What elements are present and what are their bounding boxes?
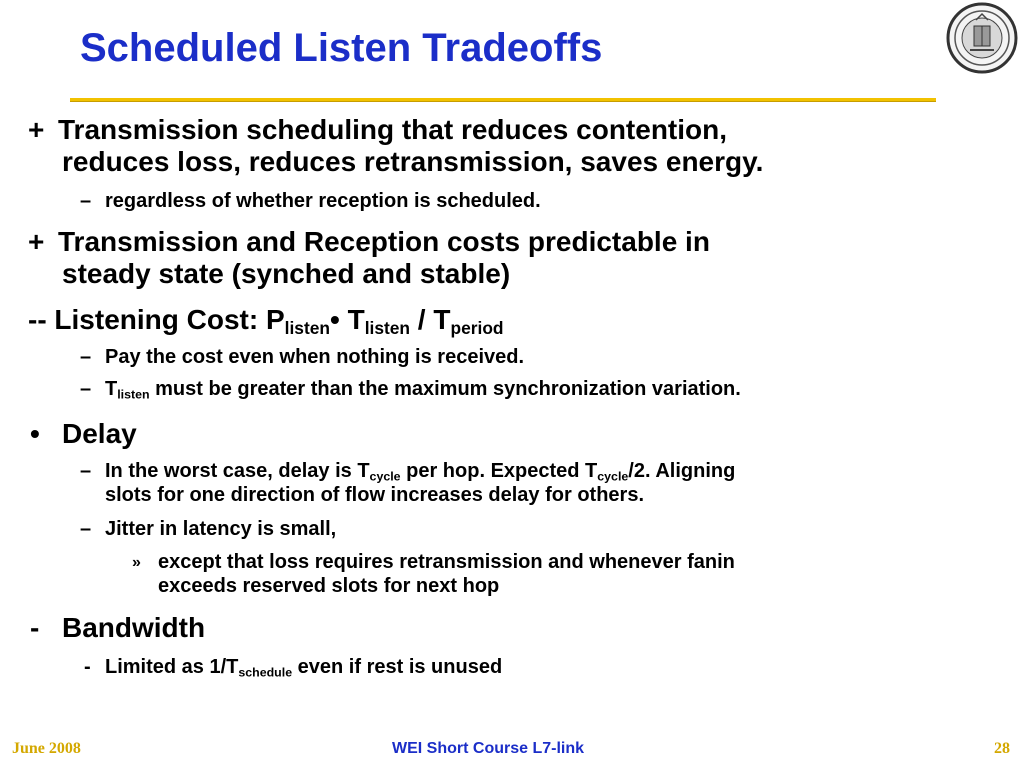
bullet-plus-marker: + (28, 114, 45, 145)
bullet-4-subsub-line-1: except that loss requires retransmission and whenever fanin (158, 551, 735, 573)
bullet-1-line-1: Transmission scheduling that reduces contention, (58, 114, 728, 145)
bullet-2-line-1: Transmission and Reception costs predictable in (58, 226, 710, 257)
subscript-listen: listen (117, 387, 150, 402)
sub-sub-bullet-raquo: » (132, 554, 141, 571)
listening-cost-formula (28, 304, 504, 339)
t-letter: T (105, 378, 118, 400)
bullet-4-label: Delay (62, 418, 137, 449)
bullet-dot-marker: • (30, 418, 40, 449)
subscript-listen: listen (284, 318, 330, 339)
bullet-4-sub-2: Jitter in latency is small, (105, 518, 337, 540)
subscript-cycle: cycle (369, 469, 401, 484)
delay-text-b: per hop. Expected T (400, 460, 598, 482)
footer-course-name: WEI Short Course L7-link (392, 740, 585, 757)
delay-text-c: /2. Aligning (628, 460, 736, 482)
bullet-1-sub-1: regardless of whether reception is scheduled. (105, 190, 541, 212)
subscript-period: period (450, 318, 504, 339)
bullet-4-sub-1-line-1 (105, 460, 735, 483)
bullet-4-sub-1-line-2: slots for one direction of flow increases delay for others. (105, 484, 645, 506)
footer-date: June 2008 (12, 740, 81, 757)
formula-prefix: -- Listening Cost: P (28, 304, 285, 335)
bullet-5-label: Bandwidth (62, 612, 206, 643)
delay-text-a: In the worst case, delay is T (105, 460, 370, 482)
bullet-3-sub-1: Pay the cost even when nothing is received. (105, 346, 525, 368)
sub-bullet-hyphen: - (84, 656, 91, 678)
bullet-4-subsub-line-2: exceeds reserved slots for next hop (158, 575, 500, 597)
subscript-cycle: cycle (597, 469, 629, 484)
sub-bullet-dash: – (80, 346, 92, 368)
bullet-1-line-2: reduces loss, reduces retransmission, saves energy. (62, 146, 764, 177)
subscript-schedule: schedule (238, 665, 293, 680)
formula-slash-t: / T (410, 304, 451, 335)
sub-bullet-dash: – (80, 460, 92, 482)
sub-2-rest: must be greater than the maximum synchronization variation. (149, 378, 741, 400)
footer-page-number: 28 (994, 740, 1010, 757)
bullet-2-line-2: steady state (synched and stable) (62, 258, 511, 289)
sub-bullet-dash: – (80, 378, 92, 400)
title-underline-rule (70, 98, 936, 102)
sub-bullet-dash: – (80, 518, 92, 540)
slide-title: Scheduled Listen Tradeoffs (80, 26, 603, 70)
bandwidth-text-b: even if rest is unused (292, 656, 503, 678)
bullet-5-sub-1 (105, 656, 502, 679)
university-seal-logo (946, 2, 1018, 74)
formula-dot-t: • T (330, 304, 365, 335)
bullet-hyphen-marker: - (30, 612, 40, 643)
bullet-plus-marker: + (28, 226, 45, 257)
bandwidth-text-a: Limited as 1/T (105, 656, 239, 678)
subscript-listen: listen (364, 318, 411, 339)
sub-bullet-dash: – (80, 190, 92, 212)
bullet-3-sub-2 (105, 378, 741, 401)
